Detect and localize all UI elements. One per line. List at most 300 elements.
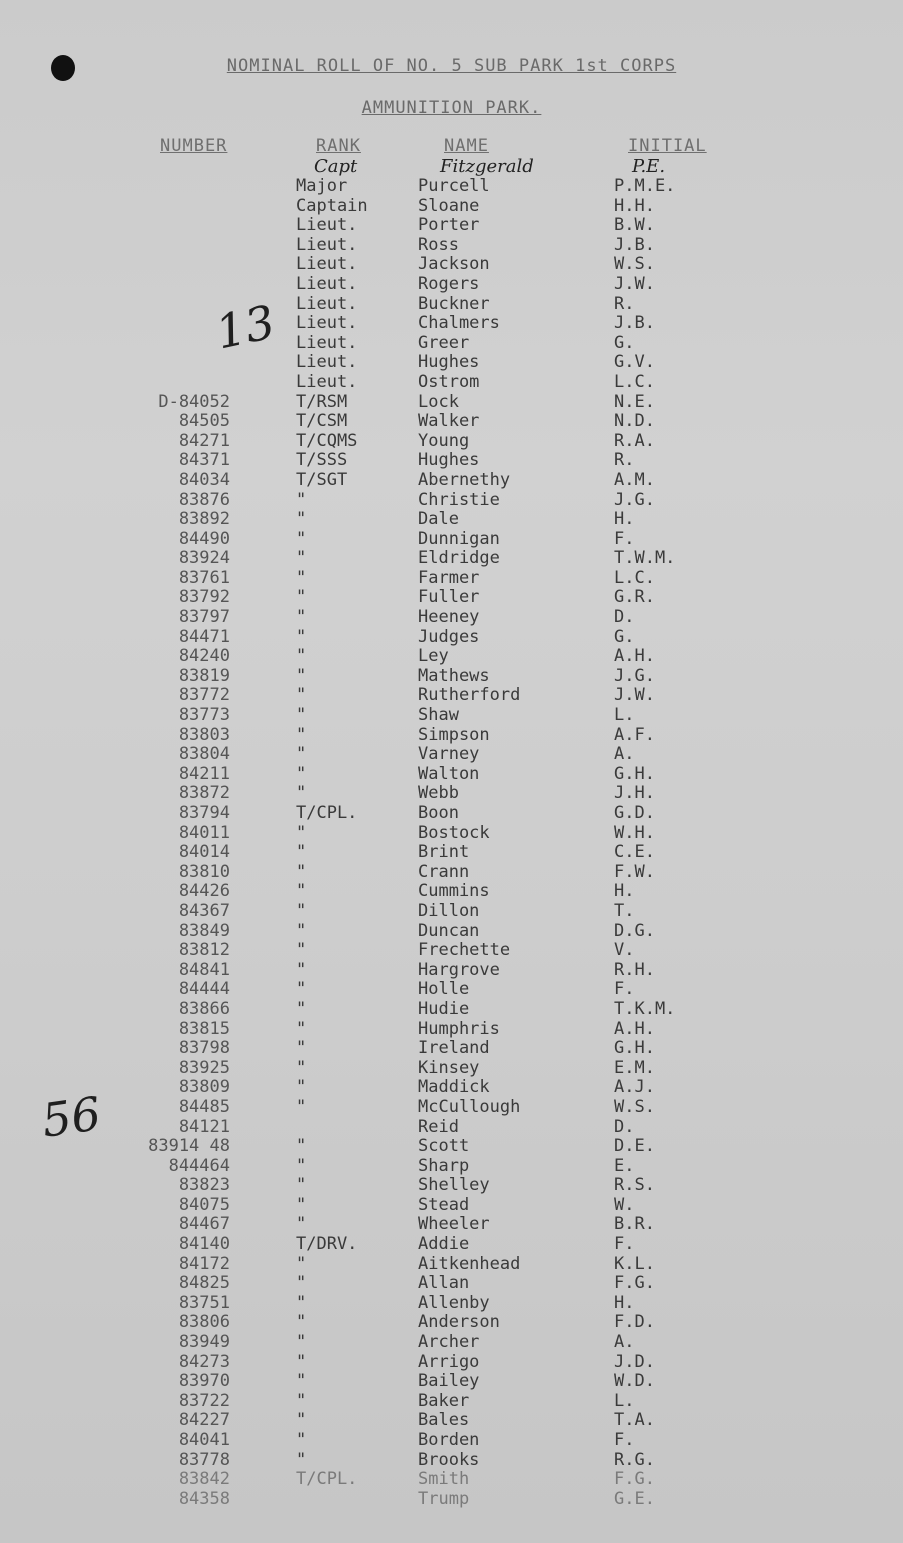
table-row (0, 568, 903, 588)
surname-cell: Allan (418, 1273, 470, 1294)
service-number: 84426 (178, 881, 230, 902)
initials-cell: J.H. (614, 783, 655, 804)
surname-cell: Heeney (418, 607, 480, 628)
margin-note-lower: 56 (38, 1086, 105, 1148)
rank-cell: " (296, 822, 307, 843)
service-number: 84011 (178, 822, 230, 843)
service-number: 84240 (178, 646, 230, 667)
rank-cell: " (296, 528, 307, 549)
service-number: 84273 (178, 1351, 230, 1372)
rank-cell: " (296, 1155, 307, 1176)
surname-cell: Farmer (418, 567, 480, 588)
table-row (0, 1332, 903, 1352)
initials-cell: H. (614, 1292, 635, 1313)
rank-cell: T/CQMS (296, 430, 358, 451)
initials-cell: G. (614, 626, 635, 647)
table-row (0, 235, 903, 255)
rank-cell: " (296, 959, 307, 980)
initials-cell: E. (614, 1155, 635, 1176)
initials-cell: T.K.M. (614, 998, 676, 1019)
service-number: 83815 (178, 1018, 230, 1039)
surname-cell: Borden (418, 1430, 480, 1450)
service-number: 83823 (178, 1175, 230, 1196)
service-number: 83751 (178, 1292, 230, 1313)
table-row (0, 705, 903, 725)
rank-cell: " (296, 1312, 307, 1333)
initials-cell: C.E. (614, 842, 655, 863)
rank-cell: " (296, 861, 307, 882)
initials-cell: A.H. (614, 1018, 655, 1039)
table-row (0, 1391, 903, 1411)
rank-cell: " (296, 998, 307, 1019)
rank-cell: " (296, 1136, 307, 1157)
surname-cell: Shelley (418, 1175, 490, 1196)
rank-cell: " (296, 1390, 307, 1411)
surname-cell: Sharp (418, 1155, 470, 1176)
rank-cell: T/CSM (296, 411, 348, 432)
table-row (0, 254, 903, 274)
initials-cell: A.J. (614, 1077, 655, 1098)
initials-cell: L. (614, 1390, 635, 1411)
service-number: 83809 (178, 1077, 230, 1098)
surname-cell: Bailey (418, 1371, 480, 1392)
margin-note-upper: 13 (211, 294, 280, 360)
rank-cell: " (296, 1292, 307, 1313)
initials-cell: W.D. (614, 1371, 655, 1392)
service-number: 84172 (178, 1253, 230, 1274)
surname-cell: Young (418, 430, 470, 451)
service-number: 84505 (178, 411, 230, 432)
surname-cell: Bales (418, 1410, 470, 1431)
surname-cell: Mathews (418, 665, 490, 686)
rank-cell: " (296, 744, 307, 765)
initials-cell: R. (614, 293, 635, 314)
service-number: 83810 (178, 861, 230, 882)
table-row (0, 274, 903, 294)
initials-cell: R. (614, 450, 635, 471)
service-number: 84211 (178, 763, 230, 784)
rank-cell: " (296, 1332, 307, 1353)
surname-cell: Dillon (418, 900, 480, 921)
surname-cell: Porter (418, 215, 480, 236)
table-row (0, 548, 903, 568)
rank-cell: Lieut. (296, 313, 358, 334)
initials-cell: V. (614, 940, 635, 961)
table-row (0, 783, 903, 803)
initials-cell: L. (614, 705, 635, 726)
service-number: 83792 (178, 587, 230, 608)
rank-cell: " (296, 626, 307, 647)
surname-cell: Duncan (418, 920, 480, 941)
surname-cell: Smith (418, 1469, 470, 1490)
table-row (0, 1352, 903, 1372)
table-row (0, 940, 903, 960)
rank-cell: Lieut. (296, 273, 358, 294)
surname-cell: Ostrom (418, 371, 480, 392)
initials-cell: J.B. (614, 234, 655, 255)
initials-cell: L.C. (614, 371, 655, 392)
initials-cell: F. (614, 528, 635, 549)
rank-cell: T/SSS (296, 450, 348, 471)
surname-cell: Jackson (418, 254, 490, 275)
surname-cell: Walton (418, 763, 480, 784)
rank-cell: T/CPL. (296, 803, 358, 823)
table-row (0, 294, 903, 314)
service-number: 84358 (178, 1488, 230, 1509)
rank-cell: " (296, 1214, 307, 1235)
service-number: 83914 48 (148, 1136, 230, 1157)
rank-cell: Lieut. (296, 234, 358, 255)
surname-cell: Christie (418, 489, 500, 510)
initials-cell: N.D. (614, 411, 655, 432)
service-number: D-84052 (158, 391, 230, 412)
surname-cell: Lock (418, 391, 459, 412)
initials-cell: N.E. (614, 391, 655, 412)
table-row (0, 1097, 903, 1117)
header-number: NUMBER (160, 136, 228, 156)
initials-cell: J.D. (614, 1351, 655, 1372)
service-number: 84041 (178, 1430, 230, 1450)
table-row (0, 1489, 903, 1509)
rank-cell: " (296, 1410, 307, 1431)
table-row (0, 1234, 903, 1254)
surname-cell: Maddick (418, 1077, 490, 1098)
table-row (0, 862, 903, 882)
table-row (0, 529, 903, 549)
rank-cell: " (296, 1194, 307, 1215)
table-row (0, 1410, 903, 1430)
header-rank: RANK (316, 136, 361, 156)
service-number: 83812 (178, 940, 230, 961)
surname-cell: Judges (418, 626, 480, 647)
service-number: 84841 (178, 959, 230, 980)
surname-cell: McCullough (418, 1096, 521, 1117)
rank-cell: Lieut. (296, 254, 358, 275)
table-row (0, 1273, 903, 1293)
initials-cell: W.H. (614, 822, 655, 843)
rank-cell: " (296, 920, 307, 941)
initials-cell: G.H. (614, 763, 655, 784)
table-row (0, 979, 903, 999)
table-row (0, 1371, 903, 1391)
initials-cell: J.W. (614, 685, 655, 706)
surname-cell: Hughes (418, 352, 480, 373)
surname-cell: Hargrove (418, 959, 500, 980)
rank-cell: " (296, 665, 307, 686)
service-number: 83778 (178, 1449, 230, 1470)
table-row (0, 666, 903, 686)
service-number: 84140 (178, 1234, 230, 1255)
surname-cell: Arrigo (418, 1351, 480, 1372)
rank-cell: " (296, 1096, 307, 1117)
table-row (0, 1058, 903, 1078)
initials-cell: H.H. (614, 195, 655, 216)
initials-cell: G.V. (614, 352, 655, 373)
service-number: 83804 (178, 744, 230, 765)
initials-cell: R.S. (614, 1175, 655, 1196)
surname-cell: Anderson (418, 1312, 500, 1333)
surname-cell: Hughes (418, 450, 480, 471)
rank-cell: Lieut. (296, 215, 358, 236)
table-row (0, 725, 903, 745)
service-number: 83798 (178, 1038, 230, 1059)
rank-cell: " (296, 1449, 307, 1470)
service-number: 84075 (178, 1194, 230, 1215)
rank-cell: " (296, 881, 307, 902)
surname-cell: Shaw (418, 705, 459, 726)
surname-cell: Frechette (418, 940, 511, 961)
rank-cell: " (296, 1253, 307, 1274)
initials-cell: B.R. (614, 1214, 655, 1235)
initials-cell: J.B. (614, 313, 655, 334)
service-number: 84490 (178, 528, 230, 549)
table-row (0, 960, 903, 980)
service-number: 84825 (178, 1273, 230, 1294)
table-row (0, 392, 903, 412)
initials-cell: E.M. (614, 1057, 655, 1078)
table-row (0, 1156, 903, 1176)
table-row (0, 313, 903, 333)
rank-cell: " (296, 705, 307, 726)
table-row (0, 1430, 903, 1450)
surname-cell: Brooks (418, 1449, 480, 1470)
table-row (0, 999, 903, 1019)
initials-cell: F. (614, 979, 635, 1000)
surname-cell: Bostock (418, 822, 490, 843)
handwritten-initial: P.E. (632, 156, 666, 177)
service-number: 84467 (178, 1214, 230, 1235)
rank-cell: Lieut. (296, 371, 358, 392)
surname-cell: Cummins (418, 881, 490, 902)
rank-cell: Major (296, 176, 348, 196)
service-number: 83892 (178, 509, 230, 530)
rank-cell: " (296, 1077, 307, 1098)
initials-cell: G.D. (614, 803, 655, 823)
service-number: 84371 (178, 450, 230, 471)
rank-cell: " (296, 1273, 307, 1294)
initials-cell: R.H. (614, 959, 655, 980)
surname-cell: Brint (418, 842, 470, 863)
table-row (0, 901, 903, 921)
surname-cell: Fuller (418, 587, 480, 608)
rank-cell: Lieut. (296, 352, 358, 373)
surname-cell: Chalmers (418, 313, 500, 334)
surname-cell: Dunnigan (418, 528, 500, 549)
table-row (0, 450, 903, 470)
surname-cell: Archer (418, 1332, 480, 1353)
surname-cell: Ireland (418, 1038, 490, 1059)
rank-cell: " (296, 1038, 307, 1059)
surname-cell: Walker (418, 411, 480, 432)
initials-cell: G. (614, 332, 635, 353)
initials-cell: A.M. (614, 469, 655, 490)
initials-cell: J.G. (614, 489, 655, 510)
initials-cell: A. (614, 1332, 635, 1353)
service-number: 83924 (178, 548, 230, 569)
rank-cell: " (296, 1057, 307, 1078)
surname-cell: Purcell (418, 176, 490, 196)
service-number: 83722 (178, 1390, 230, 1411)
service-number: 84227 (178, 1410, 230, 1431)
service-number: 84014 (178, 842, 230, 863)
table-row (0, 1450, 903, 1470)
surname-cell: Abernethy (418, 469, 511, 490)
rank-cell: " (296, 724, 307, 745)
table-row (0, 431, 903, 451)
service-number: 84121 (178, 1116, 230, 1137)
table-row (0, 1038, 903, 1058)
table-row (0, 411, 903, 431)
rank-cell: " (296, 567, 307, 588)
service-number: 84444 (178, 979, 230, 1000)
rank-cell: " (296, 842, 307, 863)
table-row (0, 1077, 903, 1097)
surname-cell: Boon (418, 803, 459, 823)
surname-cell: Varney (418, 744, 480, 765)
rank-cell: " (296, 646, 307, 667)
surname-cell: Ross (418, 234, 459, 255)
service-number: 83970 (178, 1371, 230, 1392)
initials-cell: T.A. (614, 1410, 655, 1431)
initials-cell: G.H. (614, 1038, 655, 1059)
surname-cell: Humphris (418, 1018, 500, 1039)
document-subtitle: AMMUNITION PARK. (361, 98, 542, 118)
initials-cell: F.W. (614, 861, 655, 882)
surname-cell: Reid (418, 1116, 459, 1137)
rank-cell: " (296, 1430, 307, 1450)
rank-cell: T/CPL. (296, 1469, 358, 1490)
service-number: 83876 (178, 489, 230, 510)
table-row (0, 1469, 903, 1489)
handwritten-rank: Capt (314, 156, 358, 177)
table-row (0, 685, 903, 705)
initials-cell: W. (614, 1194, 635, 1215)
table-row (0, 803, 903, 823)
surname-cell: Trump (418, 1488, 470, 1509)
table-row (0, 470, 903, 490)
initials-cell: H. (614, 881, 635, 902)
service-number: 83773 (178, 705, 230, 726)
surname-cell: Hudie (418, 998, 470, 1019)
rank-cell: " (296, 489, 307, 510)
surname-cell: Simpson (418, 724, 490, 745)
initials-cell: D. (614, 1116, 635, 1137)
rank-cell: " (296, 783, 307, 804)
surname-cell: Crann (418, 861, 470, 882)
surname-cell: Baker (418, 1390, 470, 1411)
table-row (0, 842, 903, 862)
initials-cell: R.G. (614, 1449, 655, 1470)
service-number: 83797 (178, 607, 230, 628)
service-number: 83819 (178, 665, 230, 686)
table-row (0, 921, 903, 941)
rank-cell: Captain (296, 195, 368, 216)
surname-cell: Eldridge (418, 548, 500, 569)
surname-cell: Webb (418, 783, 459, 804)
rank-cell: " (296, 1018, 307, 1039)
surname-cell: Wheeler (418, 1214, 490, 1235)
service-number: 83772 (178, 685, 230, 706)
initials-cell: R.A. (614, 430, 655, 451)
rank-cell: Lieut. (296, 293, 358, 314)
initials-cell: W.S. (614, 254, 655, 275)
rank-cell: " (296, 1351, 307, 1372)
surname-cell: Ley (418, 646, 449, 667)
initials-cell: T.W.M. (614, 548, 676, 569)
initials-cell: J.G. (614, 665, 655, 686)
rank-cell: " (296, 1175, 307, 1196)
table-row (0, 352, 903, 372)
service-number: 844464 (168, 1155, 230, 1176)
rank-cell: " (296, 587, 307, 608)
handwritten-name: Fitzgerald (440, 156, 534, 177)
surname-cell: Addie (418, 1234, 470, 1255)
initials-cell: F.G. (614, 1469, 655, 1490)
initials-cell: K.L. (614, 1253, 655, 1274)
header-name: NAME (444, 136, 489, 156)
roll-table (0, 176, 903, 1508)
table-row (0, 587, 903, 607)
table-row (0, 509, 903, 529)
surname-cell: Rogers (418, 273, 480, 294)
table-row (0, 1117, 903, 1137)
service-number: 84367 (178, 900, 230, 921)
initials-cell: H. (614, 509, 635, 530)
rank-cell: " (296, 607, 307, 628)
initials-cell: G.E. (614, 1488, 655, 1509)
initials-cell: A.F. (614, 724, 655, 745)
surname-cell: Sloane (418, 195, 480, 216)
service-number: 83925 (178, 1057, 230, 1078)
service-number: 84485 (178, 1096, 230, 1117)
table-row (0, 881, 903, 901)
initials-cell: F. (614, 1234, 635, 1255)
table-row (0, 372, 903, 392)
rank-cell: T/DRV. (296, 1234, 358, 1255)
table-row (0, 1195, 903, 1215)
table-row (0, 1254, 903, 1274)
service-number: 84034 (178, 469, 230, 490)
initials-cell: L.C. (614, 567, 655, 588)
table-row (0, 627, 903, 647)
table-row (0, 646, 903, 666)
header-initial: INITIAL (628, 136, 707, 156)
service-number: 83803 (178, 724, 230, 745)
table-row (0, 744, 903, 764)
service-number: 83806 (178, 1312, 230, 1333)
service-number: 83949 (178, 1332, 230, 1353)
table-row (0, 176, 903, 196)
table-row (0, 196, 903, 216)
initials-cell: P.M.E. (614, 176, 676, 196)
table-row (0, 607, 903, 627)
surname-cell: Greer (418, 332, 470, 353)
table-row (0, 215, 903, 235)
rank-cell: " (296, 548, 307, 569)
rank-cell: T/RSM (296, 391, 348, 412)
table-row (0, 1136, 903, 1156)
table-row (0, 1293, 903, 1313)
initials-cell: F.D. (614, 1312, 655, 1333)
initials-cell: A.H. (614, 646, 655, 667)
service-number: 83794 (178, 803, 230, 823)
initials-cell: D. (614, 607, 635, 628)
rank-cell: " (296, 940, 307, 961)
service-number: 83849 (178, 920, 230, 941)
rank-cell: " (296, 900, 307, 921)
surname-cell: Dale (418, 509, 459, 530)
rank-cell: T/SGT (296, 469, 348, 490)
